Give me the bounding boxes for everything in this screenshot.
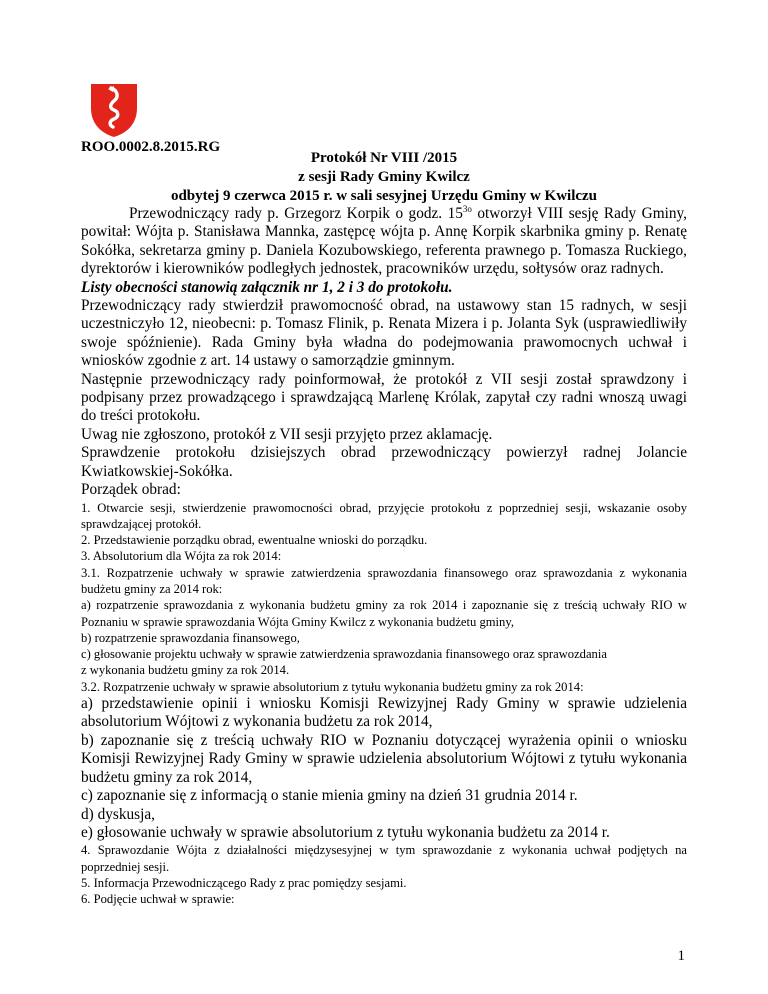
agenda-item: 5. Informacja Przewodniczącego Rady z prac pomiędzy sesjami. — [81, 875, 407, 890]
attendance-note: Listy obecności stanowią załącznik nr 1, 2 i 3 do protokołu. — [81, 278, 453, 296]
agenda-item: 6. Podjęcie uchwał w sprawie: — [81, 892, 235, 907]
agenda-item: d) dyskusja, — [81, 805, 155, 823]
agenda-item: b) zapoznanie się z treścią uchwały RIO w Poznaniu dotyczącej wyrażenia opinii o wniosku Komisji Rewizyjnej Rady Gminy w sprawie udzielenia absolutorium Wójtowi z tytułu wykonania budżetu gminy za rok 2014, — [81, 731, 687, 786]
agenda-item: 3.1. Rozpatrzenie uchwały w sprawie zatwierdzenia sprawozdania finansowego oraz sprawozdania z wykonania budżetu gminy za 2014 rok: — [81, 565, 687, 596]
quorum-paragraph: Przewodniczący rady stwierdził prawomocność obrad, na ustawowy stan 15 radnych, w sesji uczestniczyło 12, nieobecni: p. Tomasz Flinik, p. Renata Mizera i p. Jolanta Syk (usprawiedliwiły swoje spóźnienie). Rada Gminy była władna do podejmowania prawomocnych uchwał i wniosków zgodnie z art. 14 ustawy o samorządzie gminnym. — [81, 297, 687, 370]
opening-paragraph: Przewodniczący rady p. Grzegorz Korpik o godz. $15^{3o}$ otworzył VIII sesję Rady Gminy, powitał: Wójta p. Stanisława Mannka, zastępcę wójta p. Annę Korpik skarbnika gminy p. Renatę Sokółka, sekretarza gminy p. Daniela Kozubowskiego, referenta prawnego p. Tomasza Ruckiego, dyrektorów i kierowników podległych jednostek, pracowników urzędu, sołtysów oraz radnych. — [81, 203, 687, 278]
page-number: 1 — [677, 948, 685, 964]
title-line-3: odbytej 9 czerwca 2015 r. w sali sesyjnej Urzędu Gminy w Kwilczu — [170, 188, 598, 204]
no-remarks-paragraph: Uwag nie zgłoszono, protokół z VII sesji przyjęto przez aklamację. — [81, 425, 493, 443]
agenda-item: e) głosowanie uchwały w sprawie absolutorium z tytułu wykonania budżetu za 2014 r. — [81, 823, 610, 841]
verifier-paragraph: Sprawdzenie protokołu dzisiejszych obrad przewodniczący powierzył radnej Jolancie Kwiatkowskiej-Sokółka. — [81, 444, 687, 480]
agenda-item: z wykonania budżetu gminy za rok 2014. — [81, 663, 290, 678]
document-reference: ROO.0002.8.2015.RG — [81, 139, 221, 155]
agenda-item: 3. Absolutorium dla Wójta za rok 2014: — [81, 549, 282, 564]
agenda-item: c) głosowanie projektu uchwały w sprawie zatwierdzenia sprawozdania finansowego oraz sprawozdania — [81, 647, 607, 662]
agenda-item: 1. Otwarcie sesji, stwierdzenie prawomocności obrad, przyjęcie protokołu z poprzedniej sesji, wskazanie osoby sprawdzającej protokół. — [81, 500, 687, 531]
agenda-item: 4. Sprawozdanie Wójta z działalności międzysesyjnej w tym sprawozdanie z wykonania uchwał podjętych na poprzedniej sesji. — [81, 843, 687, 874]
agenda-item: 2. Przedstawienie porządku obrad, ewentualne wnioski do porządku. — [81, 533, 428, 548]
document-body — [81, 205, 687, 908]
agenda-item: c) zapoznanie się z informacją o stanie mienia gminy na dzień 31 grudnia 2014 r. — [81, 787, 578, 805]
previous-protocol-paragraph: Następnie przewodniczący rady poinformował, że protokół z VII sesji został sprawdzony i podpisany przez prowadzącego i sprawdzającą Marlenę Królak, zapytał czy radni wnoszą uwagi do treści protokołu. — [81, 370, 687, 425]
title-line-2: z sesji Rady Gminy Kwilcz — [298, 169, 470, 185]
agenda-item: 3.2. Rozpatrzenie uchwały w sprawie absolutorium z tytułu wykonania budżetu gminy za rok 2014: — [81, 679, 584, 694]
agenda-item: a) rozpatrzenie sprawozdania z wykonania budżetu gminy za rok 2014 i zapoznanie się z treścią uchwały RIO w Poznaniu w sprawie sprawozdania Wójta Gminy Kwilcz z wykonania budżetu gminy, — [81, 598, 687, 629]
title-line-1: Protokół Nr VIII /2015 — [310, 150, 458, 166]
agenda-item: b) rozpatrzenie sprawozdania finansowego, — [81, 630, 300, 645]
coat-of-arms-icon — [89, 82, 139, 138]
agenda-item: a) przedstawienie opinii i wniosku Komisji Rewizyjnej Rady Gminy w sprawie udzielenia absolutorium Wójtowi z wykonania budżetu za rok 2014, — [81, 695, 687, 731]
agenda-heading: Porządek obrad: — [81, 481, 181, 499]
time-superscript: 3o — [462, 203, 472, 214]
